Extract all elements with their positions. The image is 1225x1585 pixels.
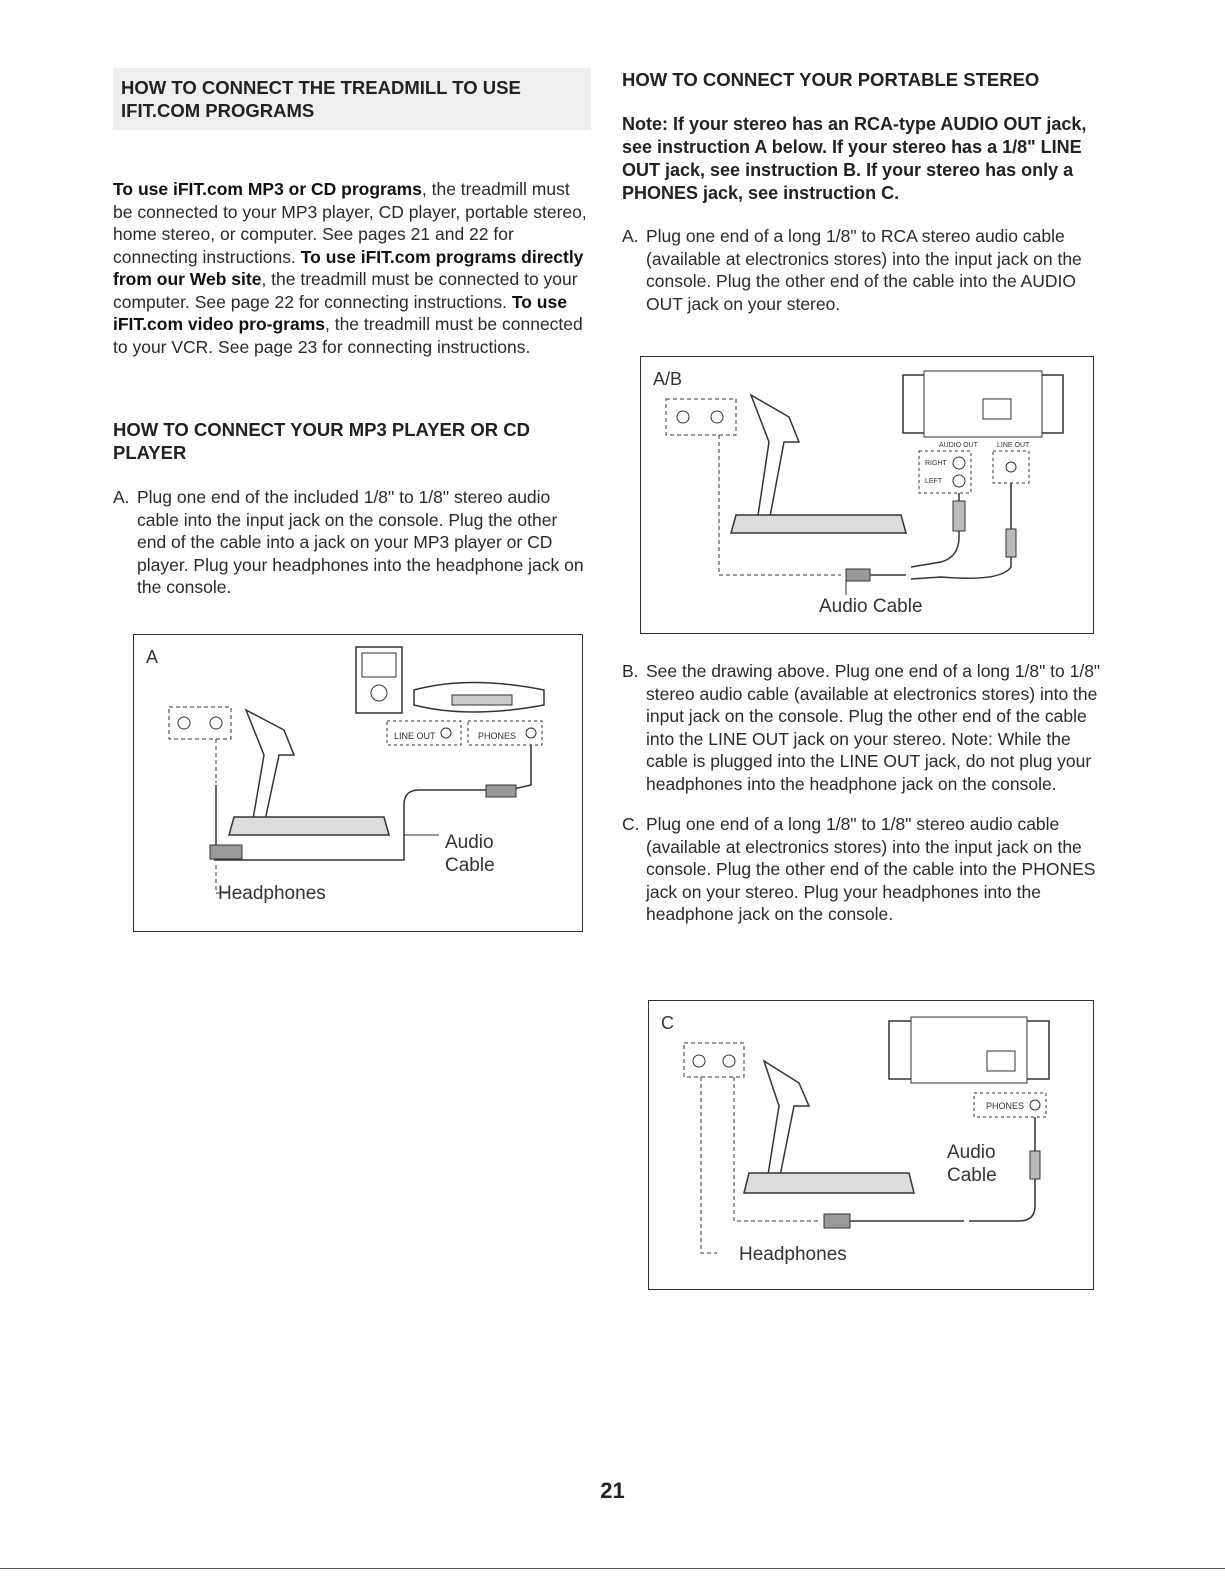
figure-ab-letter: A/B [653, 369, 683, 389]
intro-bold-2: To use iFIT.com programs directly from our Web site [113, 246, 584, 289]
figure-ab-left-label: LEFT [925, 478, 943, 485]
section-title-line1: HOW TO CONNECT THE TREADMILL TO USE [121, 77, 521, 98]
figure-c-letter: C [661, 1013, 674, 1033]
mp3-section [113, 418, 591, 599]
stereo-step-c [622, 813, 1106, 926]
intro-text-2: , the treadmill must be connected to your computer. See page 22 for connecting instructions. [113, 269, 578, 312]
mp3-heading: HOW TO CONNECT YOUR MP3 PLAYER OR CD PLAYER [113, 419, 530, 463]
figure-c-caption-headphones: Headphones [739, 1244, 847, 1265]
intro-bold-3: To use iFIT.com video pro-grams [113, 291, 567, 334]
figure-a-drawing [134, 635, 581, 930]
stereo-step-c-text: Plug one end of a long 1/8" to 1/8" stereo audio cable (available at electronics stores) into the input jack on the console. Plug the other end of the cable into the PHONES jack on your stereo. Plug your headphones into the headphone jack on the console. [646, 814, 1096, 924]
figure-ab-audio-out-label: AUDIO OUT [939, 442, 978, 449]
stereo-section [622, 68, 1106, 315]
intro-text-3: , the treadmill must be connected to your VCR. See page 23 for connecting instructions. [113, 314, 583, 357]
stereo-step-b [622, 660, 1106, 795]
stereo-heading: HOW TO CONNECT YOUR PORTABLE STEREO [622, 69, 1040, 90]
stereo-step-a [622, 225, 1106, 315]
figure-a-caption-headphones: Headphones [218, 883, 326, 904]
intro-bold-1: To use iFIT.com MP3 or CD programs [113, 179, 422, 199]
page-number: 21 [600, 1478, 625, 1503]
section-title-ifit [113, 68, 591, 130]
figure-ab-line-out-label: LINE OUT [997, 442, 1030, 449]
figure-a [133, 634, 583, 932]
stereo-step-b-text: See the drawing above. Plug one end of a long 1/8" to 1/8" stereo audio cable (available at electronics stores) into the input jack on the console. Plug the other end of the cable into the LINE OUT jack on your stereo. Note: While the cable is plugged into the LINE OUT jack, do not plug your headphones into the headphone jack on the console. [646, 661, 1101, 794]
intro-block [113, 178, 591, 358]
stereo-steps-bc [622, 660, 1106, 926]
intro-text-1: , the treadmill must be connected to your MP3 player, CD player, portable stereo, home stereo, or computer. See pages 21 and 22 for connecting instructions. [113, 179, 587, 267]
figure-a-phones-label: PHONES [478, 731, 517, 741]
stereo-step-a-text: Plug one end of a long 1/8" to RCA stereo audio cable (available at electronics stores) into the input jack on the console. Plug the other end of the cable into the AUDIO OUT jack on your stereo. [646, 226, 1082, 314]
figure-ab-drawing [641, 357, 1092, 632]
stereo-step-b-letter: B. [622, 661, 639, 681]
figure-a-letter: A [146, 647, 159, 667]
figure-a-line-out-label: LINE OUT [394, 731, 436, 741]
figure-c-drawing [649, 1001, 1092, 1288]
section-title-line2: IFIT.COM PROGRAMS [121, 100, 315, 121]
bottom-rule [0, 1568, 1225, 1569]
intro-paragraph [113, 178, 591, 358]
stereo-step-c-letter: C. [622, 814, 640, 834]
figure-c-caption-cable: Cable [947, 1165, 997, 1186]
mp3-step-a [113, 486, 591, 599]
figure-c [648, 1000, 1094, 1290]
figure-a-caption-cable: Cable [445, 855, 495, 876]
figure-c-phones-label: PHONES [986, 1101, 1025, 1111]
figure-ab [640, 356, 1094, 634]
mp3-step-a-letter: A. [113, 487, 130, 507]
stereo-step-a-letter: A. [622, 226, 639, 246]
figure-ab-caption: Audio Cable [819, 596, 923, 617]
figure-c-caption-audio: Audio [947, 1142, 996, 1163]
figure-a-caption-audio: Audio [445, 832, 494, 853]
figure-ab-right-label: RIGHT [925, 460, 947, 467]
stereo-note: Note: If your stereo has an RCA-type AUDIO OUT jack, see instruction A below. If your stereo has a 1/8" LINE OUT jack, see instruction B. If your stereo has only a PHONES jack, see instruction C. [622, 114, 1087, 203]
mp3-step-a-text: Plug one end of the included 1/8" to 1/8" stereo audio cable into the input jack on the console. Plug the other end of the cable into a jack on your MP3 player or CD player. Plug your headphones into the headphone jack on the console. [137, 487, 584, 597]
